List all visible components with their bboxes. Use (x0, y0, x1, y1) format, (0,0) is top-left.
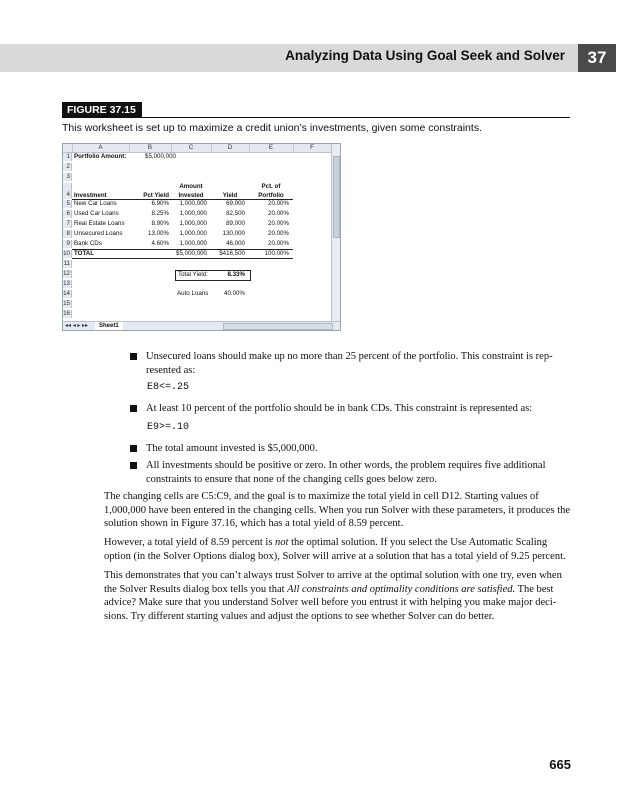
table-cell: 1,000,000 (179, 240, 207, 247)
row-header: 2 (63, 163, 72, 171)
table-cell: 20.00% (268, 240, 289, 247)
total-invested: $5,000,000 (176, 250, 207, 257)
portfolio-label: Portfolio Amount: (74, 153, 127, 160)
col-header-c: C (171, 144, 212, 152)
total-pct: 100.00% (264, 250, 289, 257)
total-yield-label: Total Yield: (178, 271, 208, 278)
table-cell: 130,000 (222, 230, 245, 237)
bullet-item: Unsecured loans should make up no more than 25 percent of the portfolio. This constraint is rep-resented as: (118, 350, 570, 378)
bullet-square-icon (130, 405, 137, 412)
table-cell: 46,000 (226, 240, 245, 247)
figure-rule (62, 117, 570, 118)
auto-loans-label: Auto Loans (177, 290, 209, 297)
table-cell: 1,000,000 (179, 210, 207, 217)
col-header-d: D (211, 144, 250, 152)
table-cell: 82,500 (226, 210, 245, 217)
bullet-item: At least 10 percent of the portfolio should be in bank CDs. This constraint is represented as: (118, 402, 570, 416)
figure-caption: This worksheet is set up to maximize a credit union’s investments, given some constraints. (62, 122, 482, 134)
total-bottom-border (72, 258, 293, 259)
row-header: 15 (63, 300, 70, 307)
total-yield-value: 8.33% (227, 271, 245, 278)
sheet-tab[interactable]: Sheet1 (95, 322, 123, 330)
tab-nav-arrows-icon[interactable]: ◂◂ ◂ ▸ ▸▸ (65, 323, 89, 329)
bullet-square-icon (130, 445, 137, 452)
col-header-f: F (293, 144, 332, 152)
table-row: Real Estate Loans (74, 220, 125, 227)
row-header: 6 (63, 210, 72, 218)
row-header: 11 (63, 260, 70, 267)
row-header: 3 (63, 173, 72, 181)
row-header: 8 (63, 230, 72, 238)
table-cell: 89,000 (226, 220, 245, 227)
body-paragraph: The changing cells are C5:C9, and the goal is to maximize the total yield in cell D12. Starting values of 1,000,000 have been entered in the changing cells. When you run Solver with these parameters, it produces the solution shown in Figure 37.16, which has a total yield of 8.59 percent. (104, 491, 571, 529)
code-line: E9>=.10 (147, 422, 190, 433)
header-pct-yield: Pct Yield (143, 192, 169, 199)
header-portfolio: Portfolio (258, 192, 284, 199)
row-header: 12 (63, 270, 70, 277)
code-line: E8<=.25 (147, 382, 190, 393)
row-header: 5 (63, 200, 72, 208)
row-header: 16 (63, 310, 70, 317)
header-yield: Yield (222, 192, 238, 199)
row-header: 13 (63, 280, 70, 287)
total-label: TOTAL (74, 250, 95, 257)
column-headers (63, 144, 331, 153)
header-investment: Investment (74, 192, 107, 199)
bullet-item: The total amount invested is $5,000,000. (118, 442, 570, 456)
total-yield-sum: $416,500 (219, 250, 245, 257)
table-cell: 6.90% (151, 200, 169, 207)
spreadsheet-screenshot (62, 143, 341, 331)
bullet-item: All investments should be positive or zero. In other words, the problem requires five additional constraints to ensure that none of the changing cells goes below zero. (118, 459, 570, 487)
table-row: Unsecured Loans (74, 230, 123, 237)
table-cell: 1,000,000 (179, 200, 207, 207)
sheet-tab-bar (63, 321, 340, 330)
col-header-b: B (129, 144, 172, 152)
col-header-a: A (72, 144, 130, 152)
body-paragraph: However, a total yield of 8.59 percent is not the optimal solution. If you select the Use Automatic Scaling option (in the Solver Options dialog box), Solver will arrive at a solution that has a total yield of 9.25 percent. (104, 537, 566, 562)
auto-loans-value: 40.00% (224, 290, 245, 297)
running-header-title: Analyzing Data Using Goal Seek and Solver (285, 48, 565, 63)
row-header: 9 (63, 240, 72, 248)
horizontal-scrollbar[interactable] (223, 323, 333, 330)
row-header: 14 (63, 290, 70, 297)
table-cell: 20.00% (268, 230, 289, 237)
scroll-thumb[interactable] (333, 156, 340, 238)
header-pct-of: Pct. of (261, 183, 281, 190)
page-number: 665 (549, 757, 571, 772)
row-header: 10 (63, 250, 70, 257)
table-cell: 13.00% (148, 230, 169, 237)
table-row: Used Car Loans (74, 210, 119, 217)
table-cell: 1,000,000 (179, 230, 207, 237)
bullet-square-icon (130, 462, 137, 469)
header-invested: Invested (178, 192, 204, 199)
table-row: New Car Loans (74, 200, 117, 207)
table-cell: 4.60% (151, 240, 169, 247)
table-cell: 1,000,000 (179, 220, 207, 227)
row-header: 1 (63, 153, 72, 161)
row-header: 7 (63, 220, 72, 228)
table-cell: 20.00% (268, 210, 289, 217)
figure-label: FIGURE 37.15 (62, 102, 142, 118)
header-amount: Amount (179, 183, 203, 190)
vertical-scrollbar[interactable] (331, 144, 340, 322)
row-header: 4 (63, 183, 72, 199)
chapter-number: 37 (578, 44, 616, 72)
table-row: Bank CDs (74, 240, 102, 247)
table-cell: 8.90% (151, 220, 169, 227)
portfolio-value: $5,000,000 (145, 153, 176, 160)
table-cell: 20.00% (268, 220, 289, 227)
table-cell: 20.00% (268, 200, 289, 207)
table-cell: 8.25% (151, 210, 169, 217)
bullet-square-icon (130, 353, 137, 360)
col-header-e: E (249, 144, 294, 152)
body-paragraph: This demonstrates that you can’t always trust Solver to arrive at the optimal solution with one try, even when the Solver Results dialog box tells you that All constraints and optimality conditions are satisfied. The best advice? Make sure that you understand Solver well before you entrust it with helping you make major deci-sions. Try different starting values and adjust the options to see whether Solver can do better. (104, 570, 562, 622)
table-cell: 69,000 (226, 200, 245, 207)
